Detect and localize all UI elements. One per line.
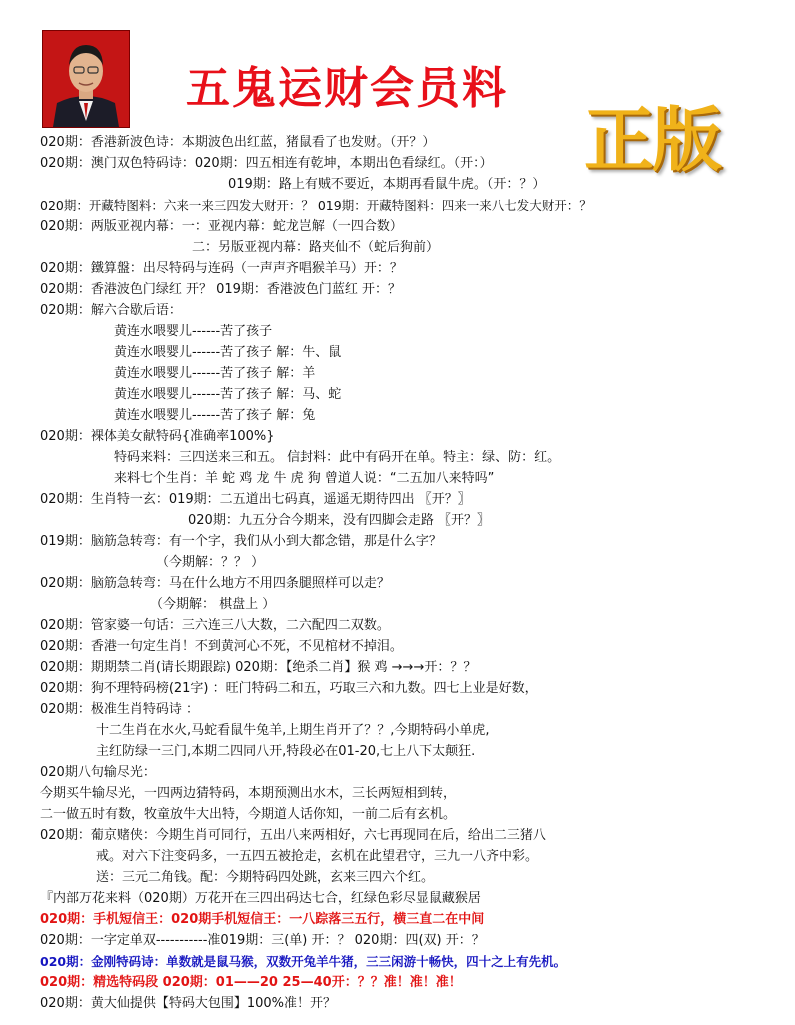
line: 戒。对六下注变码多，一五四五被抢走，玄机在此望君守，三九一八齐中彩。 xyxy=(96,849,539,864)
line: 020期：黄大仙提供【特码大包围】100%准！开？ xyxy=(40,996,336,1011)
line: 黄连水喂婴儿------苦了孩子 解：马、蛇 xyxy=(114,387,342,402)
line: 020期：香港新波色诗：本期波色出红蓝，猪鼠看了也发财。（开？） xyxy=(40,135,436,150)
line: 020期：脑筋急转弯：马在什么地方不用四条腿照样可以走？ xyxy=(40,576,390,591)
line: 020期：管家婆一句话：三六连三八大数，二六配四二双数。 xyxy=(40,618,390,633)
page-title: 五鬼运财会员料 xyxy=(186,63,508,114)
line: 黄连水喂婴儿------苦了孩子 解：牛、鼠 xyxy=(114,345,342,360)
line: 020期：一字定单双-----------准019期：三(单) 开：？ 020期：四(双) 开：？ xyxy=(40,933,485,948)
line: 020期八句输尽光： xyxy=(40,765,156,780)
line: 020期：生肖特一玄：019期：二五道出七码真，遥遥无期待四出 〖开？〗 xyxy=(40,492,471,507)
line: 020期：狗不理特码榜(21字) ：旺门特码二和五，巧取三六和九数。四七上业是好数， xyxy=(40,681,538,696)
line: 黄连水喂婴儿------苦了孩子 解：兔 xyxy=(114,408,316,423)
line: 黄连水喂婴儿------苦了孩子 xyxy=(114,324,273,339)
line: 020期：金刚特码诗：单数就是鼠马猴，双数开兔羊牛猪，三三闲游十畅快，四十之上有先机。 xyxy=(40,954,567,969)
line: 十二生肖在水火,马蛇看鼠牛兔羊,上期生肖开了？？,今期特码小单虎, xyxy=(96,723,490,738)
line: 特码来料：三四送来三和五。 信封料：此中有码开在单。特主：绿、防：红。 xyxy=(114,450,561,465)
line: 二一做五时有数，牧童放牛大出特，今期道人话你知，一前二后有玄机。 xyxy=(40,807,457,822)
line: 020期：手机短信王：020期手机短信王：一八踪落三五行，横三直二在中间 xyxy=(40,912,485,927)
line: 020期：葡京赌侠：今期生肖可同行，五出八来两相好，六七再现同在后，给出二三猪八 xyxy=(40,828,546,843)
line: （今期解：？？ ） xyxy=(156,555,265,570)
line: 020期：精选特码段 020期：01——20 25—40开：？？准！准！准！ xyxy=(40,975,462,990)
line: 020期：开藏特图料：六来一来三四发大财开：？ 019期：开藏特图料：四来一来八七发大财开：？ xyxy=(40,198,592,213)
line: （今期解： 棋盘上 ） xyxy=(150,597,276,612)
genuine-stamp: 正版 xyxy=(584,98,720,181)
line: 020期：九五分合今期来，没有四脚会走路 〖开？〗 xyxy=(188,513,490,528)
line: 黄连水喂婴儿------苦了孩子 解：羊 xyxy=(114,366,316,381)
line: 送：三元二角钱。配：今期特码四处跳，玄来三四六个红。 xyxy=(96,870,435,885)
line: 020期：解六合歇后语： xyxy=(40,303,182,318)
line: 020期：澳门双色特码诗：020期：四五相连有乾坤，本期出色看绿红。（开：） xyxy=(40,156,493,171)
line: 020期：期期禁二肖(请长期跟踪) 020期：【绝杀二肖】猴 鸡 →→→开：？？ xyxy=(40,660,477,675)
line: 020期：鐵算盤：出尽特码与连码（一声声齐唱猴羊马）开：？ xyxy=(40,261,403,276)
line: 主红防绿一三门,本期二四同八开,特段必在01-20,七上八下太颠狂. xyxy=(96,744,476,759)
line: 020期：裸体美女献特码{准确率100%} xyxy=(40,429,275,444)
line: 020期：香港波色门绿红 开？ 019期：香港波色门蓝红 开：？ xyxy=(40,282,402,297)
line: 来料七个生肖：羊 蛇 鸡 龙 牛 虎 狗 曾道人说：“二五加八来特吗” xyxy=(114,471,495,486)
line: 020期：两版亚视内幕：一：亚视内幕：蛇龙岂解（一四合数） xyxy=(40,219,403,234)
line: 今期买牛输尽光，一四两边猜特码，本期预测出水木，三长两短相到转， xyxy=(40,786,457,801)
line: 020期：香港一句定生肖！不到黄河心不死，不见棺材不掉泪。 xyxy=(40,639,403,654)
line: 『内部万花来料（020期）万花开在三四出码达七合，红绿色彩尽显鼠藏猴居 xyxy=(40,891,481,906)
line: 019期：脑筋急转弯：有一个字，我们从小到大都念错，那是什么字？ xyxy=(40,534,442,549)
line: 019期：路上有贼不要近，本期再看鼠牛虎。（开：？） xyxy=(228,177,546,192)
line: 二：另版亚视内幕：路夹仙不（蛇后狗前） xyxy=(192,240,440,255)
line: 020期：极准生肖特码诗 ： xyxy=(40,702,199,717)
